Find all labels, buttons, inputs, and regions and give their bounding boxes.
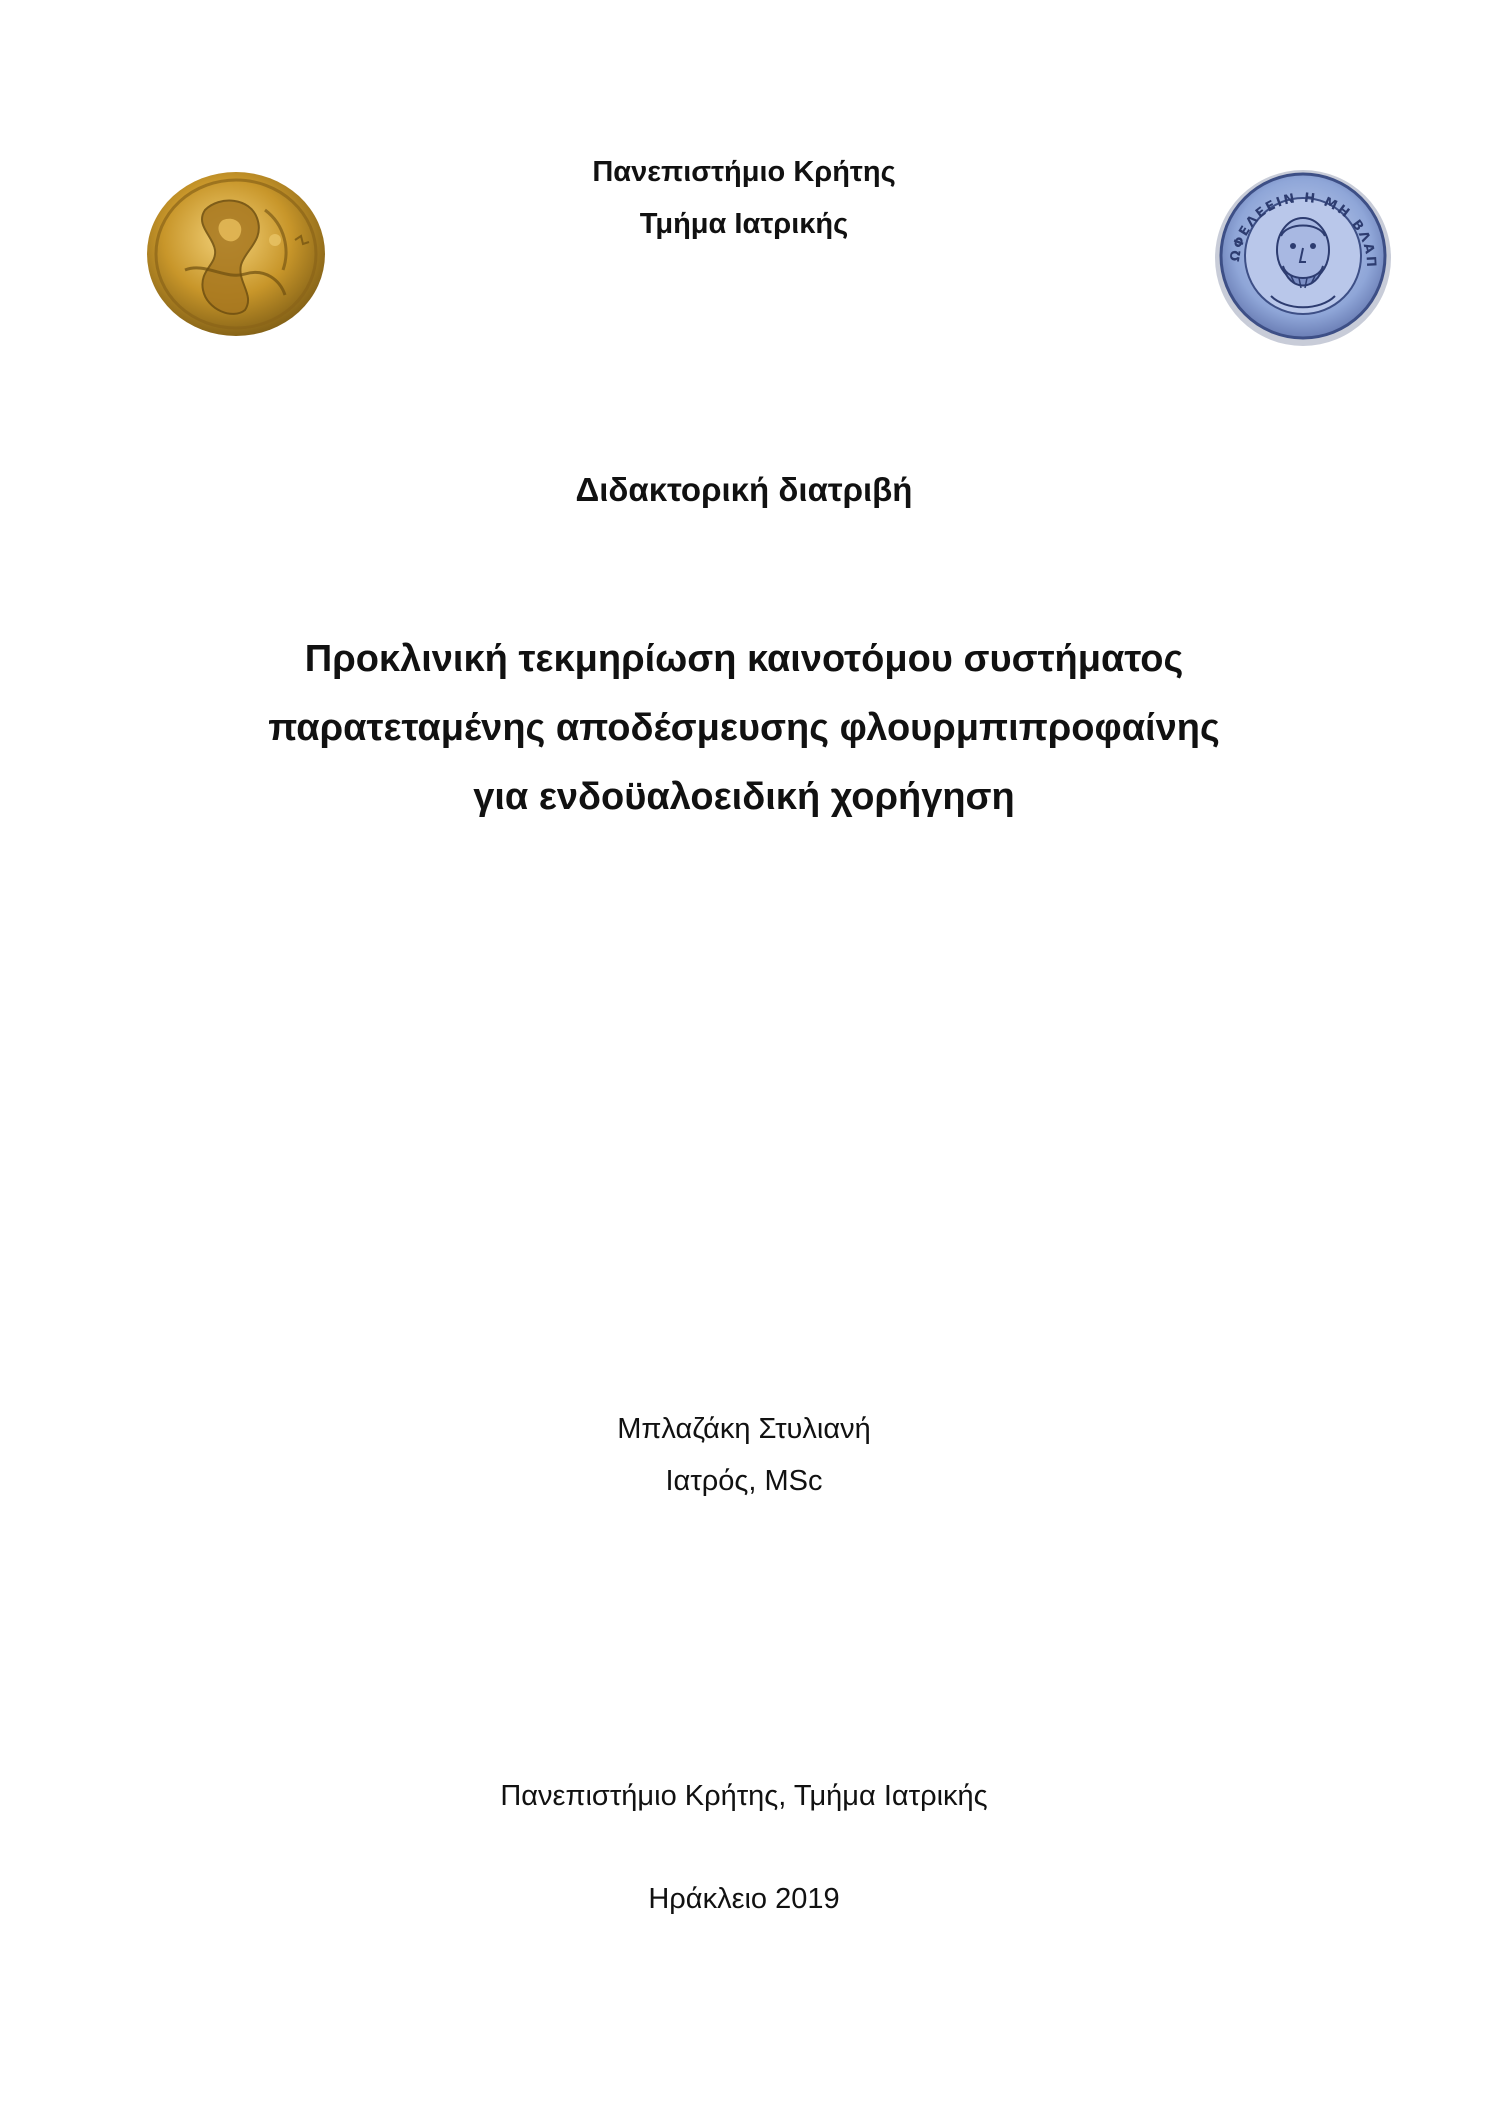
title-line: Προκλινική τεκμηρίωση καινοτόμου συστήματος	[304, 638, 1184, 680]
department-name: Τμήμα Ιατρικής	[639, 208, 849, 240]
seal-arc-text: ΩΦΕΛΕΕΙΝ Η ΜΗ ΒΛΑΠ	[1227, 190, 1379, 270]
title-line: για ενδοϋαλοειδική χορήγηση	[473, 776, 1015, 818]
footer-institution-block	[0, 1776, 1488, 1816]
university-name: Πανεπιστήμιο Κρήτης	[592, 156, 896, 188]
thesis-type-block	[0, 470, 1488, 510]
footer-institution: Πανεπιστήμιο Κρήτης, Τμήμα Ιατρικής	[500, 1780, 988, 1812]
author-name: Μπλαζάκη Στυλιανή	[617, 1413, 871, 1445]
thesis-title	[0, 625, 1488, 832]
footer-place-year: Ηράκλειο 2019	[648, 1883, 840, 1915]
author-credentials: Ιατρός, MSc	[665, 1465, 823, 1497]
author-block	[0, 1403, 1488, 1507]
title-line: παρατεταμένης αποδέσμευσης φλουρμπιπροφαίνης	[268, 707, 1220, 749]
footer-place-year-block	[0, 1879, 1488, 1919]
thesis-type: Διδακτορική διατριβή	[575, 471, 913, 508]
header	[0, 146, 1488, 250]
